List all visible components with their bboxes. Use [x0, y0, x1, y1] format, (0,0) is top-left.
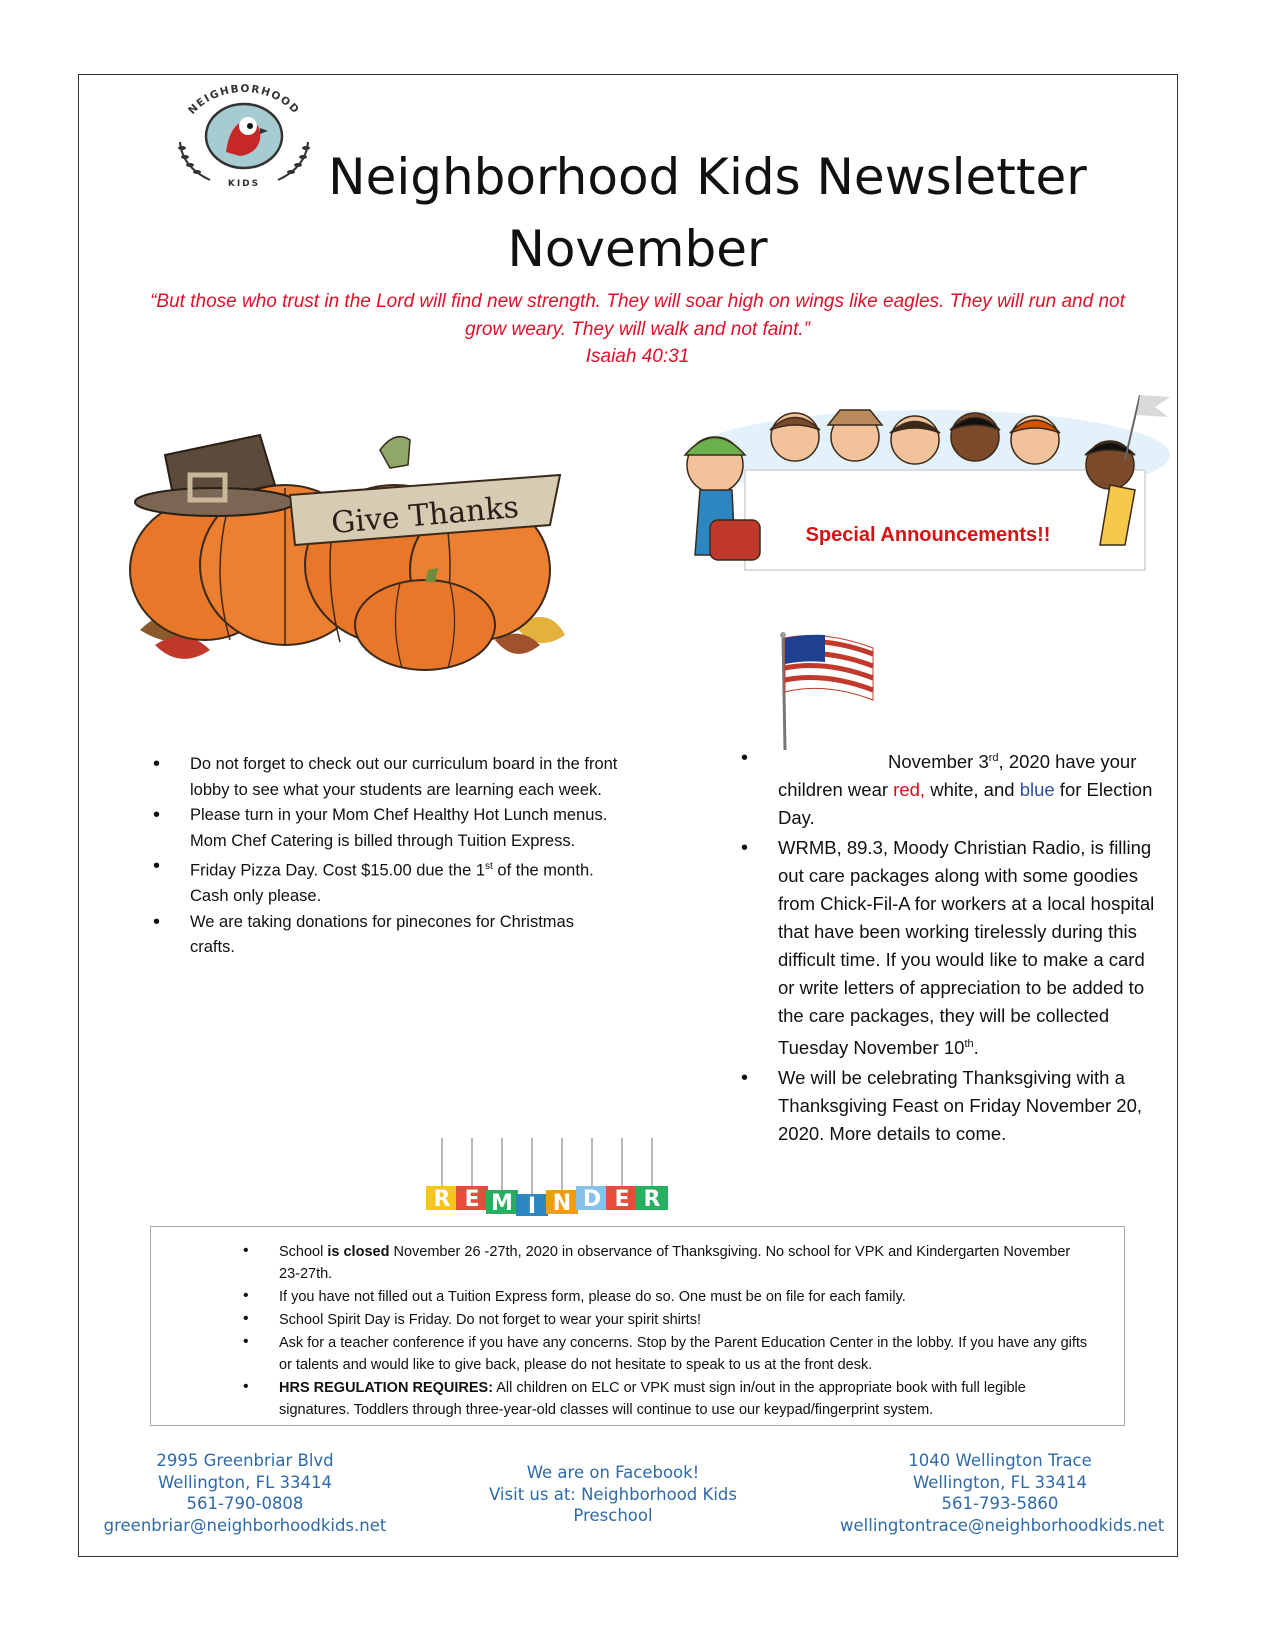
give-thanks-pumpkin-illustration — [110, 430, 600, 680]
notice-text: November 26 -27th, 2020 in observance of Thanksgiving. No school for VPK and Kindergarten November 23-27th. — [279, 1244, 1071, 1282]
kids-announcement-banner-illustration — [670, 395, 1185, 595]
ordinal-suffix: st — [485, 861, 493, 872]
list-item-wrmb — [778, 834, 1158, 1062]
reminders-list — [279, 1241, 1094, 1422]
phone-number: 561-790-0808 — [186, 1494, 304, 1513]
list-item — [279, 1241, 1094, 1285]
city-line: Wellington, FL 33414 — [912, 1472, 1088, 1492]
pizza-text-end: of the month. Cash only please. — [190, 861, 594, 905]
election-text: , 2020 have your children wear — [778, 751, 1137, 801]
facebook-line: Preschool — [573, 1506, 653, 1525]
american-flag-icon — [775, 630, 885, 755]
election-text: November 3 — [888, 751, 989, 773]
notice-bold-text: is closed — [327, 1244, 390, 1260]
reminder-letter: R — [643, 1187, 661, 1212]
reminders-box — [150, 1226, 1125, 1426]
reminder-letter: E — [614, 1187, 630, 1212]
list-item: • School Spirit Day is Friday. Do not forget to wear your spirit shirts! — [279, 1309, 1094, 1331]
reminder-letter: M — [491, 1191, 513, 1216]
notice-text: All children on ELC or VPK must sign in/out in the appropriate book with full legible signatures. Toddlers through three-year-old classes will continue to use our keypad/fingerprint system. — [279, 1380, 1026, 1418]
pizza-text: Friday Pizza Day. Cost $15.00 due the 1 — [190, 861, 486, 880]
reminder-letter: N — [552, 1191, 572, 1216]
reminder-letter: R — [433, 1187, 451, 1212]
footer-wellington-contact — [840, 1450, 1165, 1536]
special-announcements-heading: Special Announcements!! — [805, 524, 1051, 546]
bible-verse: “But those who trust in the Lord will find new strength. They will soar high on wings like eagles. They will run and not grow weary. They will walk and not faint.” — [150, 291, 1125, 340]
list-item — [279, 1377, 1094, 1421]
give-thanks-sign-text: Give Thanks — [329, 489, 521, 542]
right-announcements-list — [778, 744, 1158, 1150]
list-item: • Do not forget to check out our curriculum board in the front lobby to see what your students are learning each week. — [190, 752, 620, 803]
phone-number: 561-793-5860 — [941, 1494, 1059, 1513]
left-announcements-list — [190, 752, 620, 961]
ordinal-suffix: rd — [988, 752, 999, 764]
wrmb-text: WRMB, 89.3, Moody Christian Radio, is filling out care packages along with some goodies from Chick-Fil-A for workers at a local hospital that have been working tirelessly during this difficult time. If you would like to make a card or write letters of appreciation to be added to the care packages, they will be collected Tuesday November 10 — [778, 837, 1155, 1059]
color-word-blue: blue — [1019, 779, 1055, 801]
list-item: • Please turn in your Mom Chef Healthy Hot Lunch menus. Mom Chef Catering is billed through Tuition Express. — [190, 803, 620, 854]
reminder-banner-illustration — [420, 1138, 705, 1218]
logo-text-bottom: KIDS — [227, 179, 261, 189]
address-line: 2995 Greenbriar Blvd — [156, 1451, 334, 1470]
wrmb-text-end: . — [973, 1037, 979, 1059]
list-item: • If you have not filled out a Tuition Express form, please do so. One must be on file for each family. — [279, 1286, 1094, 1308]
list-item-thanksgiving: • We will be celebrating Thanksgiving with a Thanksgiving Feast on Friday November 20, 2020. More details to come. — [778, 1064, 1158, 1148]
list-item: • Ask for a teacher conference if you have any concerns. Stop by the Parent Education Center in the lobby. If you have any gifts or talents and would like to give back, please do not hesitate to speak to us at the front desk. — [279, 1332, 1094, 1376]
notice-bold-text: HRS REGULATION REQUIRES: — [279, 1380, 494, 1396]
reminder-letter: D — [582, 1187, 602, 1212]
address-line: 1040 Wellington Trace — [908, 1451, 1092, 1470]
facebook-line: We are on Facebook! — [526, 1463, 700, 1482]
verse-reference: Isaiah 40:31 — [585, 346, 690, 367]
election-text: white, and — [925, 779, 1020, 801]
election-text: for Election Day. — [778, 779, 1153, 829]
ordinal-suffix: th — [964, 1038, 974, 1051]
city-line: Wellington, FL 33414 — [157, 1472, 333, 1492]
email-link[interactable]: wellingtontrace@neighborhoodkids.net — [840, 1515, 1165, 1535]
list-item-election — [778, 744, 1158, 832]
footer-facebook — [478, 1462, 748, 1527]
list-item: • We are taking donations for pinecones for Christmas crafts. — [190, 910, 620, 961]
color-word-red: red, — [893, 779, 926, 801]
newsletter-title: Neighborhood Kids Newsletter — [328, 148, 1087, 206]
logo-text-top: NEIGHBORHOOD — [186, 82, 302, 117]
footer-greenbriar-contact — [100, 1450, 390, 1536]
email-link[interactable]: greenbriar@neighborhoodkids.net — [103, 1515, 387, 1535]
facebook-line: Visit us at: Neighborhood Kids — [489, 1484, 737, 1504]
list-item — [190, 854, 620, 910]
reminder-letter: I — [527, 1194, 537, 1218]
newsletter-month: November — [507, 220, 768, 278]
reminder-letter: E — [464, 1187, 480, 1212]
notice-text: School — [279, 1244, 328, 1260]
